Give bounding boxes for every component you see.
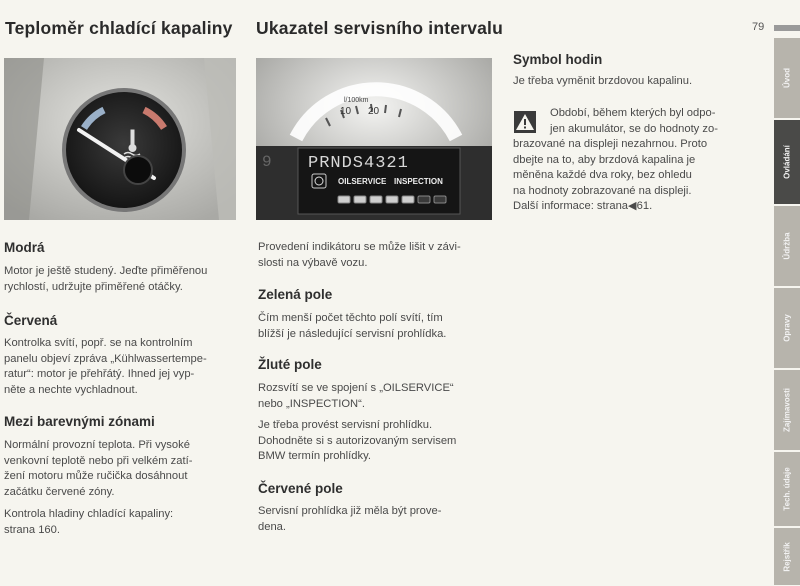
oilservice-label: OILSERVICE [338, 177, 387, 186]
text-warning-indented: Období, během kterých byl odpo- jen akumulátor, se do hodnoty zo- [550, 107, 718, 135]
tab-label: Tech. údaje [782, 467, 792, 511]
text-kontrola: Kontrola hladiny chladící kapaliny: strana 160. [4, 508, 174, 536]
text-zlute: Rozsvítí se ve spojení s „OILSERVICE“ nebo „INSPECTION“. [258, 382, 454, 410]
tab-4[interactable] [774, 288, 800, 369]
scale-number-20: 20 [368, 106, 380, 117]
tab-label: Zajímavosti [782, 387, 792, 433]
text-cervena: Kontrolka svítí, popř. se na kontrolním panelu objeví zpráva „Kühlwassertempe- ratur“: motor je přehřátý. Ihned jej vyp- něte a nechte vychladnout. [4, 337, 207, 396]
heading-mezi: Mezi barevnými zónami [4, 414, 155, 429]
text-symbol-hodin: Je třeba vyměnit brzdovou kapalinu. [513, 75, 693, 87]
service-light-1 [338, 196, 350, 203]
scale-number-10: 10 [340, 106, 352, 117]
heading-cervene: Červené pole [258, 481, 343, 496]
text-modra: Motor je ještě studený. Jeďte přiměřenou rychlostí, udržujte přiměřené otáčky. [4, 265, 208, 293]
page-ref-arrow-icon: ◀ [628, 200, 637, 212]
text-warning: brazované na displeji nezahrnou. Proto dbejte na to, aby brzdová kapalina je měněna každé dva roky, bez ohledu na hodnoty zobrazované na displeji. Další informace: strana◀61. [513, 137, 707, 215]
service-light-5 [402, 196, 414, 203]
page-title-left: Teploměr chladící kapaliny [5, 18, 233, 38]
tab-label: Opravy [782, 314, 792, 342]
digital-readout: PRNDS4321 [308, 154, 409, 173]
section-tabs [774, 38, 800, 585]
page-title-right: Ukazatel servisního intervalu [256, 18, 504, 38]
service-light-2 [354, 196, 366, 203]
coolant-gauge-photo [4, 58, 236, 220]
tab-3[interactable] [774, 206, 800, 287]
more-info-line: Další informace: strana◀61. [513, 200, 653, 212]
text-mezi: Normální provozní teplota. Při vysoké venkovní teplotě nebo při velkém zatí- žení motoru může ručička dosáhnout začátku červené zóny. [4, 439, 193, 498]
heading-zlute: Žluté pole [258, 357, 322, 372]
heading-zelena: Zelená pole [258, 287, 333, 302]
service-interval-illustration [256, 58, 492, 220]
text-intro: Provedení indikátoru se může lišit v závi- slosti na výbavě vozu. [258, 241, 461, 269]
tab-label: Ovládání [782, 145, 792, 179]
text-zelena: Čím menší počet těchto polí svítí, tím blížší je následující servisní prohlídka. [258, 312, 447, 340]
tab-2[interactable] [774, 120, 800, 205]
service-light-3 [370, 196, 382, 203]
heading-cervena: Červená [4, 313, 58, 328]
tab-1[interactable] [774, 38, 800, 119]
heading-modra: Modrá [4, 240, 45, 255]
tab-7[interactable] [774, 528, 800, 586]
page-number-bar [774, 25, 800, 31]
inspection-label: INSPECTION [394, 177, 443, 186]
side-digit: 9 [262, 153, 272, 171]
service-light-6 [418, 196, 430, 203]
tab-label: Rejstřík [782, 541, 792, 572]
text-cervene: Servisní prohlídka již měla být prove- dena. [258, 505, 442, 533]
service-light-7 [434, 196, 446, 203]
text-zlute-2: Je třeba provést servisní prohlídku. Dohodněte si s autorizovaným servisem BMW termín prohlídky. [258, 419, 457, 462]
service-lights [338, 196, 446, 203]
heading-symbol-hodin: Symbol hodin [513, 52, 603, 67]
warning-icon [514, 111, 536, 133]
page-ref-link[interactable]: 61. [636, 200, 653, 212]
tab-label: Údržba [782, 232, 792, 260]
page-number: 79 [752, 21, 765, 33]
service-interval-photo [256, 58, 492, 220]
tab-label: Úvod [782, 68, 792, 88]
coolant-gauge-illustration [4, 58, 236, 220]
service-light-4 [386, 196, 398, 203]
tab-6[interactable] [774, 452, 800, 527]
scale-unit: l/100km [344, 97, 369, 104]
tab-5[interactable] [774, 370, 800, 451]
